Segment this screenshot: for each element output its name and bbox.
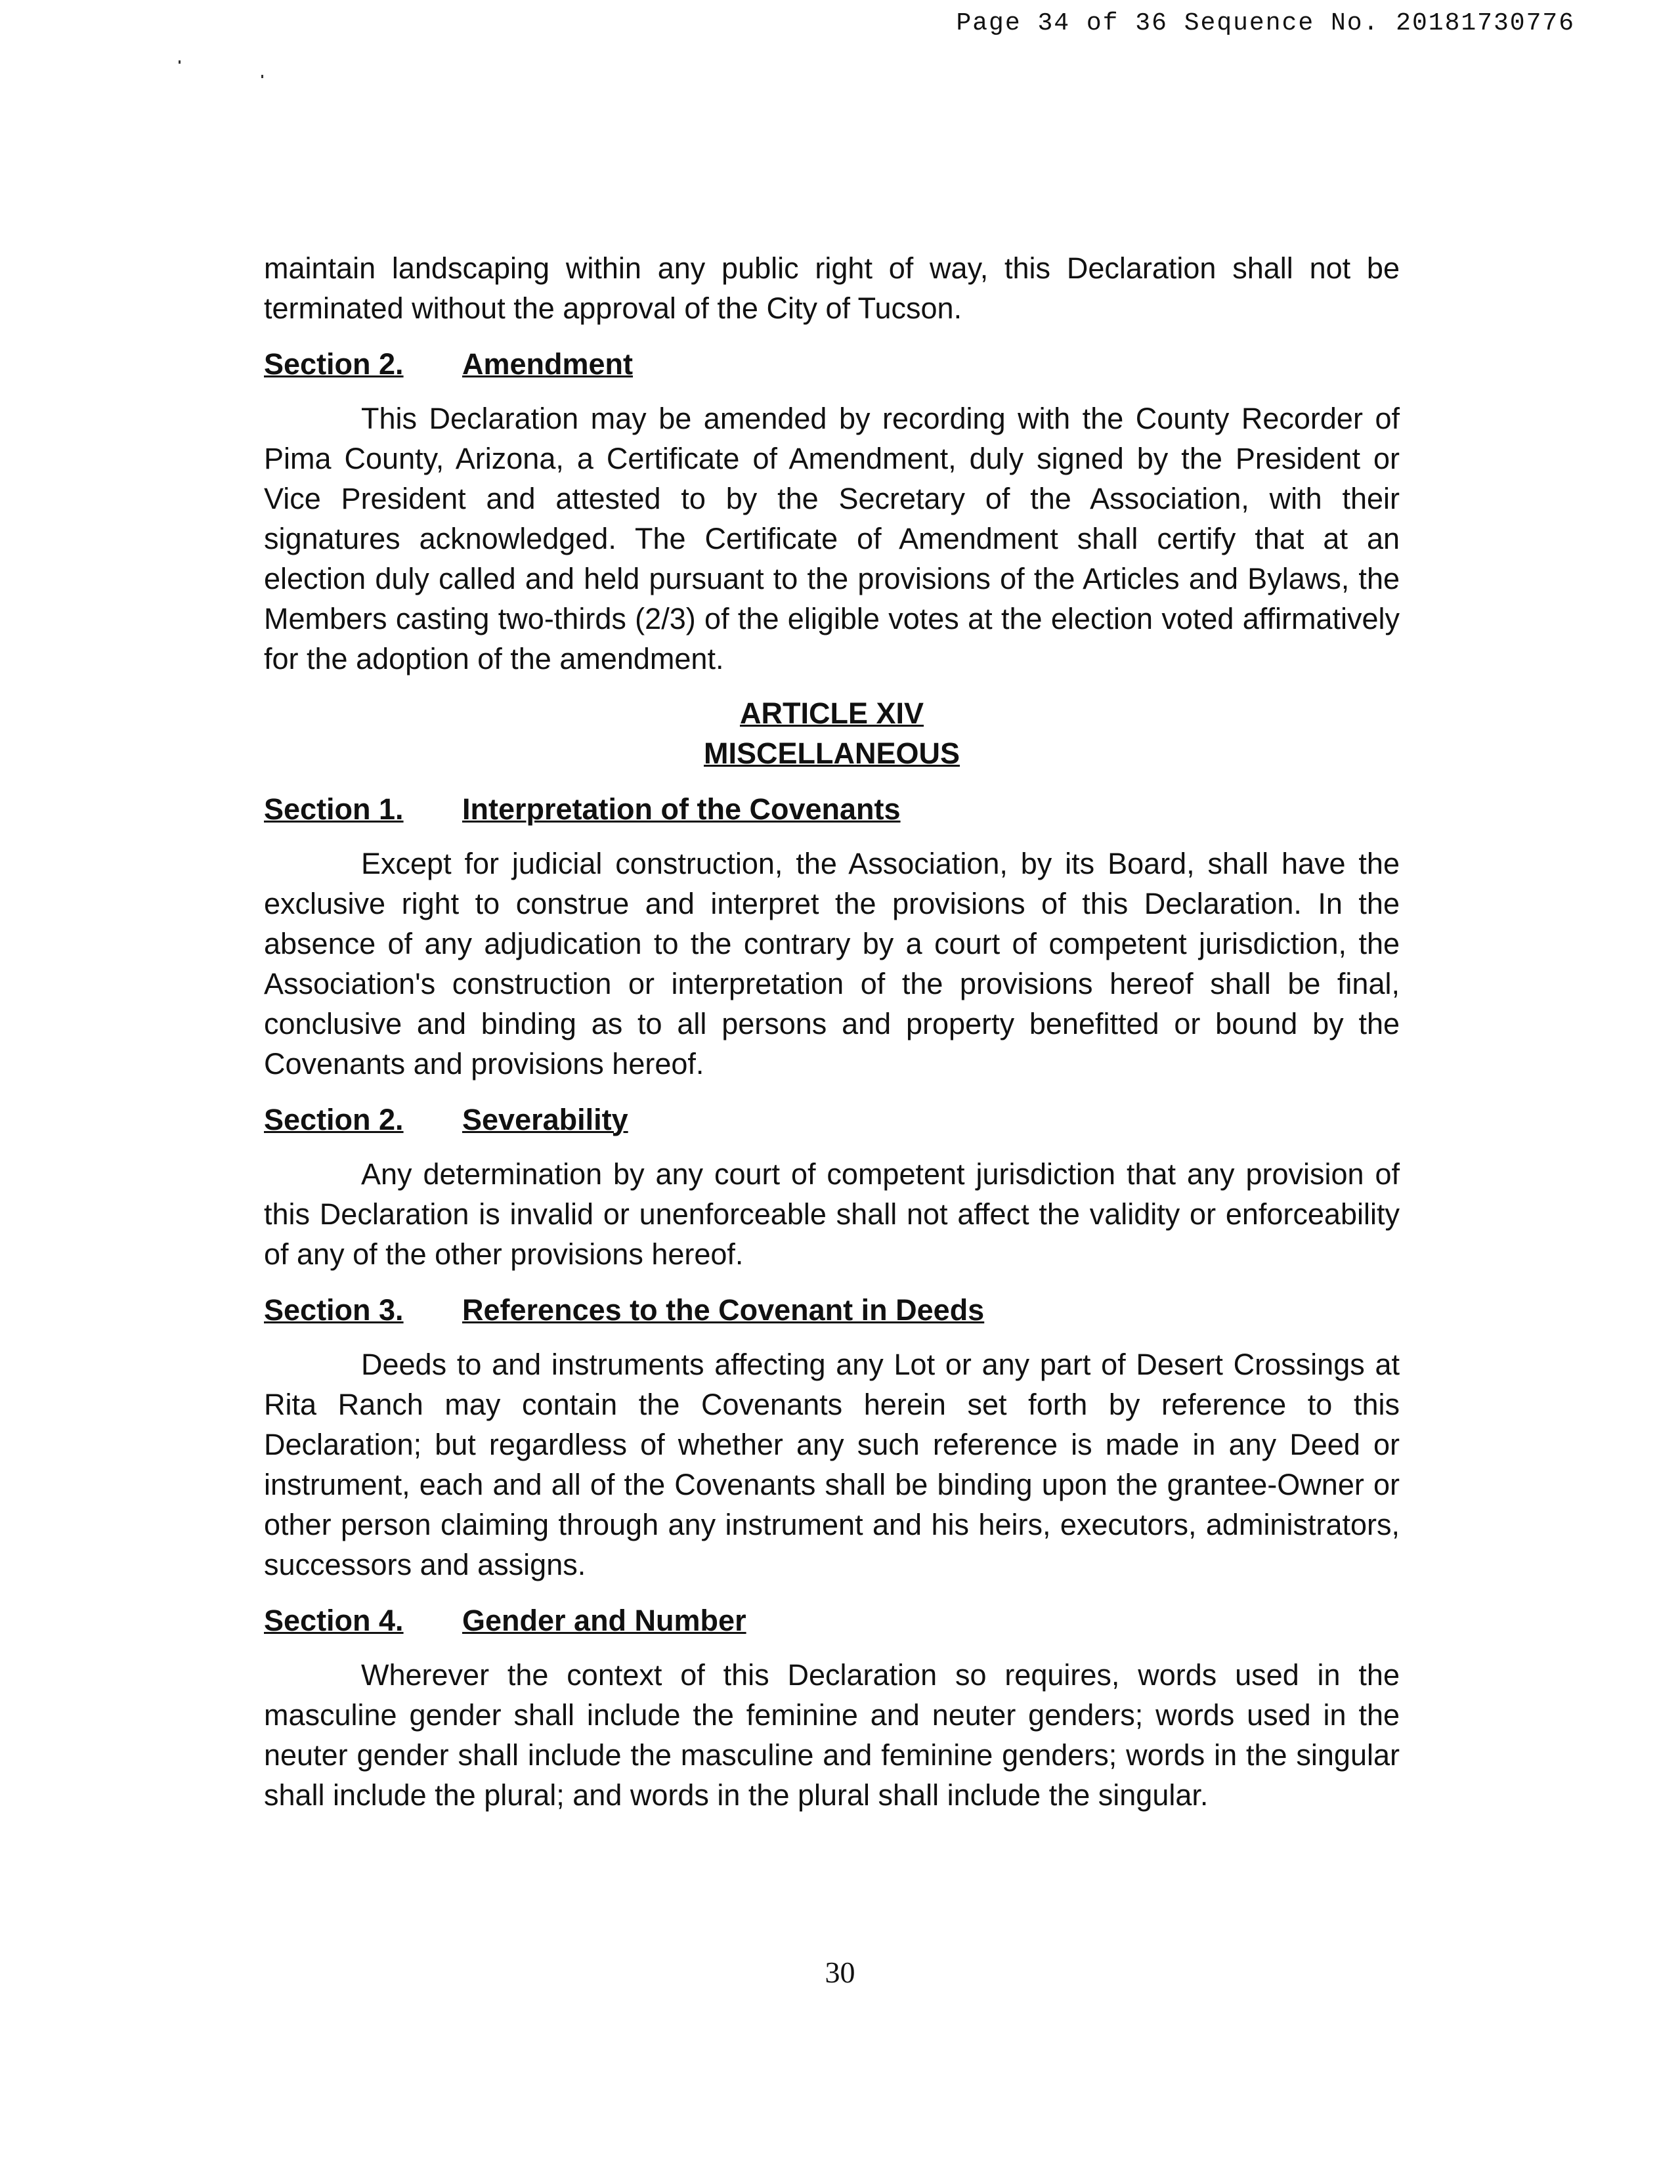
section-title: Amendment xyxy=(462,347,634,381)
section-heading xyxy=(264,1100,1400,1140)
article-number: ARTICLE XIV xyxy=(739,696,924,730)
amendment-section-heading xyxy=(264,344,1400,384)
document-body xyxy=(264,248,1400,1815)
article-heading-block xyxy=(264,693,1400,773)
page-sequence-header: Page 34 of 36 Sequence No. 20181730776 xyxy=(956,9,1575,37)
section-title: Gender and Number xyxy=(462,1604,746,1637)
section-body: Any determination by any court of competent jurisdiction that any provision of this Declaration is invalid or unenforceable shall not affect the validity or enforceability of any of the other provisions hereof. xyxy=(264,1157,1400,1271)
section-title: References to the Covenant in Deeds xyxy=(462,1293,985,1327)
section-title: Interpretation of the Covenants xyxy=(462,792,901,826)
article-title: MISCELLANEOUS xyxy=(703,737,960,770)
section-body: Except for judicial construction, the Association, by its Board, shall have the exclusive right to construe and interpret the provisions of this Declaration. In the absence of any adjudication to the contrary by a court of competent jurisdiction, the Association's construction or interpretation of the provisions hereof shall be final, conclusive and binding as to all persons and property benefitted or bound by the Covenants and provisions hereof. xyxy=(264,847,1400,1081)
section-body: Deeds to and instruments affecting any Lot or any part of Desert Crossings at Rita Ranch may contain the Covenants herein set forth by reference to this Declaration; but regardless of whether any such reference is made in any Deed or instrument, each and all of the Covenants shall be binding upon the grantee-Owner or other person claiming through any instrument and his heirs, executors, administrators, successors and assigns. xyxy=(264,1348,1400,1581)
section-number: Section 1. xyxy=(264,792,404,826)
section-number: Section 2. xyxy=(264,1103,404,1136)
page-number: 30 xyxy=(825,1956,855,1989)
section-number: Section 3. xyxy=(264,1293,404,1327)
scan-speck xyxy=(179,60,181,64)
section-title: Severability xyxy=(462,1103,628,1136)
section-number: Section 2. xyxy=(264,347,404,381)
section-number: Section 4. xyxy=(264,1604,404,1637)
section-heading xyxy=(264,1600,1400,1640)
section-body: Wherever the context of this Declaration so requires, words used in the masculine gender shall include the feminine and neuter genders; words used in the neuter gender shall include the masculine and feminine genders; words in the singular shall include the plural; and words in the plural shall include the singular. xyxy=(264,1658,1400,1812)
intro-paragraph: maintain landscaping within any public right of way, this Declaration shall not be terminated without the approval of the City of Tucson. xyxy=(264,251,1400,325)
scan-speck xyxy=(261,75,263,78)
section-heading xyxy=(264,789,1400,829)
section-heading xyxy=(264,1290,1400,1330)
amendment-section-body: This Declaration may be amended by recording with the County Recorder of Pima County, Arizona, a Certificate of Amendment, duly signed by the President or Vice President and attested to by the Secretary of the Association, with their signatures acknowledged. The Certificate of Amendment shall certify that at an election duly called and held pursuant to the provisions of the Articles and Bylaws, the Members casting two-thirds (2/3) of the eligible votes at the election voted affirmatively for the adoption of the amendment. xyxy=(264,402,1400,675)
